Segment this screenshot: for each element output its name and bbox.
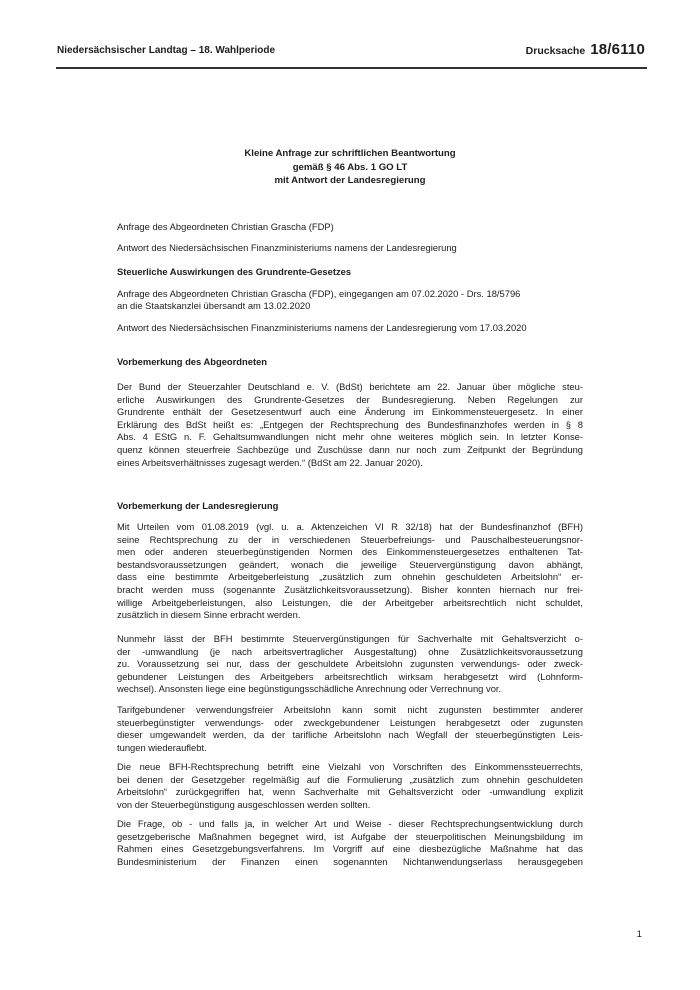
text-line: Nunmehr lässt der BFH bestimmte Steuervergünstigungen für Sachverhalte mit Gehaltsverzicht o- bbox=[117, 633, 583, 644]
drucksache-number: 18/6110 bbox=[590, 41, 645, 58]
text-line: gebundener Leistungen des Arbeitgebers arbeitsrechtlich wirksam herabgesetzt wird (Lohnform- bbox=[117, 670, 583, 682]
text-line: Mit Urteilen vom 01.08.2019 (vgl. u. a. Aktenzeichen VI R 32/18) hat der Bundesfinanzhof (BFH) bbox=[117, 521, 583, 532]
text-line: men oder anderen steuerbegünstigenden Normen des Einkommensteuergesetzes enthaltenen Tat- bbox=[117, 546, 583, 558]
paragraph-landesregierung-2 bbox=[117, 633, 583, 696]
header-rule bbox=[56, 67, 647, 69]
text-line: dass eine bestimmte Arbeitgeberleistung „zusätzlich zum ohnehin geschuldeten Arbeitslohn“ er- bbox=[117, 571, 583, 583]
text-line: von der Steuerbegünstigung ausgeschlossen werden sollten. bbox=[117, 798, 371, 810]
text-line: Der Bund der Steuerzahler Deutschland e. V. (BdSt) berichtete am 22. Januar über mögliche steu- bbox=[117, 381, 583, 392]
text-line: wechsel). Ansonsten liege eine begünstigungsschädliche Anrechnung oder Verrechnung vor. bbox=[117, 683, 502, 695]
paragraph-landesregierung-4 bbox=[117, 761, 583, 811]
text-line: Arbeitslohn“ zurückgegriffen hat, wenn Sachverhalte mit Gehaltsverzicht oder -umwandlung explizit bbox=[117, 786, 583, 798]
paragraph-landesregierung-3 bbox=[117, 704, 583, 754]
text-line: Die Frage, ob - und falls ja, in welcher Art und Weise - dieser Rechtsprechungsentwicklung durch bbox=[117, 818, 583, 829]
page-number: 1 bbox=[636, 929, 642, 940]
text-line: Grundrente enthält der Gesetzesentwurf auch eine Änderung im Einkommensteuergesetz. In einer bbox=[117, 406, 583, 418]
paragraph-abgeordneter-1 bbox=[117, 381, 583, 469]
text-line: bracht werden muss (sogenannte Zusätzlichkeitsvoraussetzung). Bisher konnten hiernach nur frei- bbox=[117, 583, 583, 595]
text-line: Kleine Anfrage zur schriftlichen Beantwortung bbox=[244, 148, 456, 159]
text-line: Tarifgebundener verwendungsfreier Arbeitslohn kann somit nicht zugunsten bestimmter anderer bbox=[117, 704, 583, 715]
text-line: erliche Auswirkungen des Grundrente-Gesetzes der Bundesregierung. Neben Regelungen zur bbox=[117, 393, 583, 405]
answer-detail-line: Antwort des Niedersächsischen Finanzministeriums namens der Landesregierung vom 17.03.2020 bbox=[117, 322, 527, 333]
paragraph-landesregierung-1 bbox=[117, 521, 583, 622]
text-line: tungen wiederauflebt. bbox=[117, 741, 207, 753]
section-heading-abgeordneter: Vorbemerkung des Abgeordneten bbox=[117, 356, 268, 367]
text-line: an die Staatskanzlei übersandt am 13.02.2020 bbox=[117, 300, 311, 312]
text-line: mit Antwort der Landesregierung bbox=[274, 175, 426, 187]
text-line: Rahmen eines Gesetzgebungsverfahrens. Im Vorgriff auf eine diesbezügliche Maßnahme hat das bbox=[117, 843, 583, 855]
text-line: seine Rechtsprechung zu der in verschiedenen Steuerbefreiungs- und Pauschalbesteuerungsnor- bbox=[117, 533, 583, 545]
text-line: eines Arbeitsverhältnisses zugesagt werden.“ (BdSt am 22. Januar 2020). bbox=[117, 456, 423, 468]
text-line: gesetzgeberische Maßnahmen begegnet wird, ist Aufgabe der steuerpolitischen Meinungsbildung im bbox=[117, 830, 583, 842]
text-line: Bundesministerium der Finanzen einen sogenannten Nichtanwendungserlass herausgegeben bbox=[117, 855, 583, 867]
text-line: zu. Voraussetzung sei nur, dass der geschuldete Arbeitslohn zugunsten verwendungs- oder zweck- bbox=[117, 658, 583, 670]
text-line: steuerbegünstigter verwendungs- oder zweckgebundener Leistungen herabgesetzt oder zugunsten bbox=[117, 716, 583, 728]
text-line: Die neue BFH-Rechtsprechung betrifft eine Vielzahl von Vorschriften des Einkommenssteuerrechts, bbox=[117, 761, 583, 772]
subject-heading: Steuerliche Auswirkungen des Grundrente-Gesetzes bbox=[117, 266, 352, 277]
text-line: Anfrage des Abgeordneten Christian Grascha (FDP), eingegangen am 07.02.2020 - Drs. 18/5796 bbox=[117, 288, 521, 299]
document-title bbox=[0, 147, 700, 188]
text-line: quenz können steuerfreie Sachbezüge und Zuschüsse dann nur noch zum Zeitpunkt der Begründung bbox=[117, 443, 583, 455]
request-detail bbox=[117, 288, 583, 313]
text-line: Abs. 4 EStG n. F. Gehaltsumwandlungen nicht mehr ohne weiteres möglich sein. In letzter Konse- bbox=[117, 431, 583, 443]
text-line: willige Arbeitgeberleistungen, also Leistungen, die der Arbeitgeber arbeitsrechtlich nicht schuldet, bbox=[117, 596, 583, 608]
text-line: zusätzlich in diesem Sinne erbracht werden. bbox=[117, 609, 301, 621]
drucksache-label: Drucksache bbox=[525, 45, 586, 57]
text-line: bei denen der Gesetzgeber regelmäßig auf die Formulierung „zusätzlich zum ohnehin geschuldeten bbox=[117, 773, 583, 785]
section-heading-landesregierung: Vorbemerkung der Landesregierung bbox=[117, 500, 279, 511]
paragraph-landesregierung-5 bbox=[117, 818, 583, 868]
text-line: der -umwandlung (je nach arbeitsvertraglicher Ausgestaltung) ohne Zusätzlichkeitsvoraussetzung bbox=[117, 645, 583, 657]
header-parliament-title: Niedersächsischer Landtag – 18. Wahlperiode bbox=[57, 45, 276, 56]
header-drucksache bbox=[526, 41, 645, 58]
text-line: Erklärung des BdSt heißt es: „Entgegen der Rechtsprechung des Bundesfinanzhofes werden in § 8 bbox=[117, 418, 583, 430]
text-line: dieser umgewandelt werden, da der tarifliche Arbeitslohn nach Wegfall der steuerbegünstigten Leis- bbox=[117, 729, 583, 741]
text-line: gemäß § 46 Abs. 1 GO LT bbox=[292, 161, 408, 173]
answer-by-line: Antwort des Niedersächsischen Finanzministeriums namens der Landesregierung bbox=[117, 242, 457, 253]
text-line: bestandsvoraussetzungen geändert, wonach die jeweilige Steuervergünstigung davon abhängt, bbox=[117, 558, 583, 570]
request-by-line: Anfrage des Abgeordneten Christian Grascha (FDP) bbox=[117, 221, 334, 232]
